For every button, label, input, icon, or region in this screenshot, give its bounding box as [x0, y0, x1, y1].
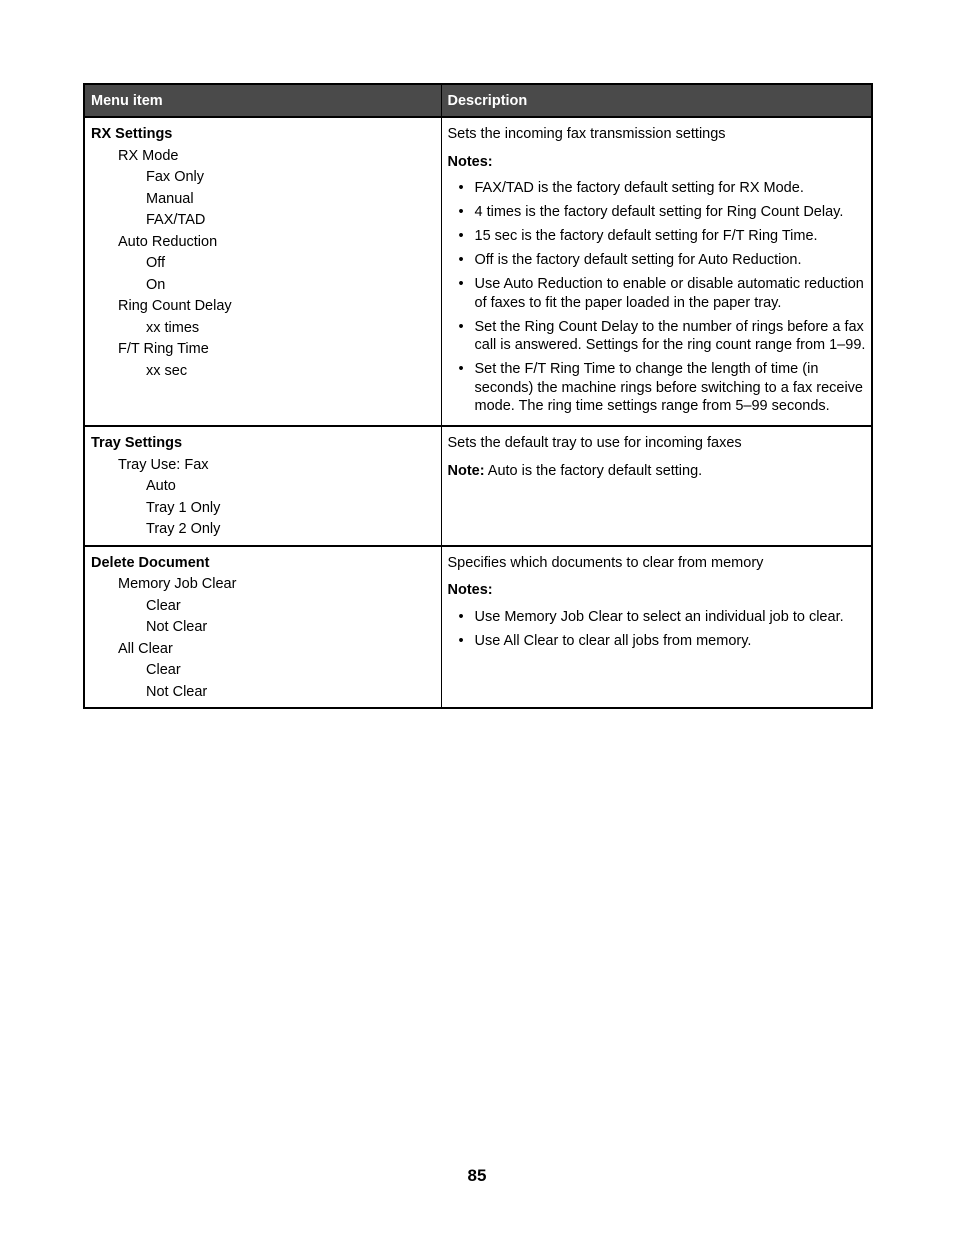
menu-value: xx sec — [146, 362, 188, 379]
description-text: Sets the incoming fax transmission settings — [447, 126, 726, 142]
menu-value: Not Clear — [146, 619, 208, 635]
notes-label: Notes: — [447, 582, 493, 598]
menu-value: FAX/TAD — [146, 212, 206, 228]
menu-value: On — [146, 276, 166, 293]
note-text: FAX/TAD is the factory default setting for RX Mode. — [474, 180, 804, 196]
note-text: 15 sec is the factory default setting for F/T Ring Time. — [474, 228, 818, 244]
menu-option: Memory Job Clear — [118, 576, 237, 592]
notes-list — [447, 179, 867, 416]
note-item — [447, 608, 867, 627]
menu-option: Auto Reduction — [118, 233, 218, 250]
table-header-row — [84, 84, 872, 117]
menu-value: Manual — [146, 190, 194, 207]
bullet-icon: • — [458, 204, 464, 220]
bullet-icon: • — [458, 228, 464, 244]
menu-value: Tray 1 Only — [146, 499, 221, 516]
menu-option: Ring Count Delay — [118, 298, 232, 314]
page-number: 85 — [467, 1166, 487, 1185]
menu-cell-tray-settings — [84, 426, 441, 546]
notes-list — [447, 608, 867, 651]
menu-value: Clear — [146, 597, 181, 614]
note-item — [447, 179, 867, 198]
menu-option: RX Mode — [118, 147, 179, 164]
note-item — [447, 203, 867, 222]
menu-option: F/T Ring Time — [118, 341, 209, 357]
bullet-icon: • — [458, 252, 464, 268]
menu-value: Tray 2 Only — [146, 521, 221, 537]
description-text: Sets the default tray to use for incoming faxes — [447, 435, 742, 451]
bullet-icon: • — [458, 361, 464, 377]
table-row-tray-settings — [84, 426, 872, 546]
description-cell-tray-settings — [441, 426, 872, 546]
note-item — [447, 227, 867, 246]
note-text: Use Auto Reduction to enable or disable automatic reduction of faxes to fit the paper loaded in the paper tray. — [474, 276, 864, 311]
description-cell-rx-settings — [441, 117, 872, 426]
bullet-icon: • — [458, 276, 464, 292]
note-label: Note: — [447, 462, 485, 479]
menu-option: Tray Use: Fax — [118, 456, 209, 473]
notes-label: Notes: — [447, 153, 493, 170]
note-item — [447, 275, 867, 312]
menu-cell-delete-document — [84, 546, 441, 709]
bullet-icon: • — [458, 180, 464, 196]
note-text: Auto is the factory default setting. — [484, 462, 703, 479]
menu-value: xx times — [146, 319, 200, 336]
note-text: Use Memory Job Clear to select an individual job to clear. — [474, 608, 844, 625]
bullet-icon: • — [458, 608, 464, 625]
menu-cell-rx-settings — [84, 117, 441, 426]
header-menu-item: Menu item — [84, 84, 441, 117]
note-text: 4 times is the factory default setting for Ring Count Delay. — [474, 204, 844, 220]
menu-group-title: RX Settings — [91, 126, 173, 142]
note-item — [447, 251, 867, 270]
description-cell-delete-document — [441, 546, 872, 709]
note-line — [448, 461, 867, 483]
table-row-delete-document — [84, 546, 872, 709]
note-text: Off is the factory default setting for Auto Reduction. — [474, 252, 802, 268]
note-text: Set the F/T Ring Time to change the length of time (in seconds) the machine rings before switching to a fax receive mode. The ring time settings range from 5–99 seconds. — [474, 361, 863, 414]
table-row-rx-settings — [84, 117, 872, 426]
menu-option: All Clear — [118, 640, 173, 657]
menu-value: Not Clear — [146, 683, 208, 700]
note-item — [447, 318, 867, 355]
note-item — [447, 632, 867, 651]
menu-value: Auto — [146, 478, 176, 494]
note-text: Set the Ring Count Delay to the number of rings before a fax call is answered. Settings for the ring count range from 1–99. — [474, 318, 866, 353]
note-text: Use All Clear to clear all jobs from memory. — [474, 632, 752, 649]
bullet-icon: • — [458, 318, 464, 335]
menu-value: Off — [146, 255, 166, 271]
bullet-icon: • — [458, 632, 464, 649]
menu-group-title: Delete Document — [91, 554, 210, 571]
note-item — [447, 360, 867, 416]
header-description: Description — [441, 84, 872, 117]
menu-settings-table — [83, 83, 873, 709]
description-text: Specifies which documents to clear from memory — [447, 554, 764, 571]
menu-value: Clear — [146, 662, 181, 678]
menu-group-title: Tray Settings — [91, 435, 183, 451]
menu-value: Fax Only — [146, 169, 205, 185]
